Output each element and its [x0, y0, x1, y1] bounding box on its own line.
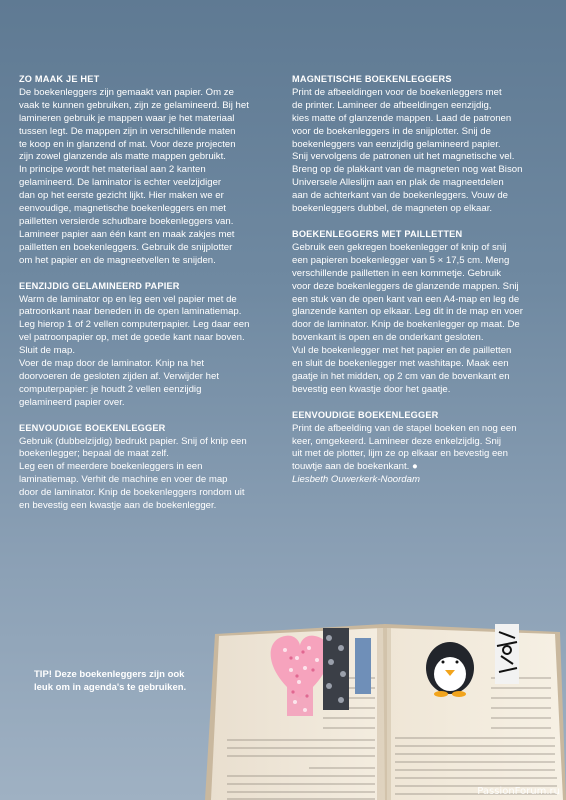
section-heading: ZO MAAK JE HET	[19, 74, 100, 84]
left-column	[19, 73, 277, 525]
section-body: Gebruik een gekregen boekenlegger of knip of snij een papieren boekenlegger van 5 × 17,5 cm. Meng verschillende pailletten in een kommetje. Gebruik voor deze boekenleggers de glanzende mappen. Snij een stuk van de open kant van een A4-map en leg de glanzende kanten op elkaar. Leg dit in de map en voer door de laminator. Knip de boekenlegger op maat. De bovenkant is open en de onderkant gesloten. Vul de boekenlegger met het papier en de pailletten en sluit de boekenlegger met washitape. Maak een gaatje in het midden, op 2 cm van de bovenkant en bevestig een kwastje door het gaatje.	[292, 241, 523, 395]
section-eenzijdig-gelamineerd	[19, 280, 277, 410]
tip-text: Deze boekenleggers zijn ook leuk om in agenda's te gebruiken.	[34, 669, 187, 693]
section-boekenleggers-met-pailletten	[292, 228, 546, 397]
section-body: De boekenleggers zijn gemaakt van papier. Om ze vaak te kunnen gebruiken, zijn ze gelamineerd. Bij het lamineren gebruik je mappen waar je het materiaal tussen legt. De mappen zijn in verschillende maten te koop en in glanzend of mat. Voor deze projecten zijn zowel glanzende als matte mappen gebruikt. In principe wordt het materiaal aan 2 kanten gelamineerd. De laminator is echter veelzijdiger dan op het eerste gezicht lijkt. Hier maken we er eenvoudige, magnetische boekenleggers en met pailletten versierde schudbare boekenleggers van. Lamineer papier aan één kant en maak zakjes met pailletten en boekenleggers. Gebruik de snijplotter om het papier en de magneetvellen te snijden.	[19, 86, 249, 266]
right-page	[387, 628, 563, 800]
section-eenvoudige-boekenlegger-2	[292, 409, 546, 487]
watermark-text: PassionForum.ru	[477, 786, 560, 797]
section-body: Print de afbeelding van de stapel boeken en nog een keer, omgekeerd. Lamineer deze enkelzijdig. Snij uit met de plotter, lijm ze op elkaar en bevestig een touwtje aan de boekenkant. ●	[292, 422, 517, 473]
section-body: Print de afbeeldingen voor de boekenleggers met de printer. Lamineer de afbeeldingen eenzijdig, kies matte of glanzende mappen. Laad de patronen voor de boekenleggers in de snijplotter. Snij de boekenleggers van eenzijdig gelamineerd papier. Snij vervolgens de patronen uit het magnetische vel. Breng op de plakkant van de magneten nog wat Bison Universele Alleslijm aan en plak de magneetdelen aan de achterkant van de boekenleggers. Vouw de boekenleggers dubbel, de magneten op elkaar.	[292, 86, 523, 215]
section-heading: EENVOUDIGE BOEKENLEGGER	[19, 422, 166, 433]
section-eenvoudige-boekenlegger	[19, 422, 277, 513]
tip-label: TIP!	[34, 669, 52, 680]
book-photo	[205, 618, 566, 800]
section-heading: EENVOUDIGE BOEKENLEGGER	[292, 409, 439, 420]
black-white-bookmark	[495, 624, 519, 684]
right-column	[292, 73, 546, 499]
section-heading: MAGNETISCHE BOEKENLEGGERS	[292, 74, 452, 84]
author-signature: Liesbeth Ouwerkerk-Noordam	[292, 474, 420, 486]
section-zo-maak-je-het	[19, 73, 277, 268]
tip-box	[34, 668, 194, 694]
section-heading: EENZIJDIG GELAMINEERD PAPIER	[19, 280, 180, 291]
sequin-bookmark	[355, 638, 371, 694]
section-heading: BOEKENLEGGERS MET PAILLETTEN	[292, 228, 463, 239]
section-body: Gebruik (dubbelzijdig) bedrukt papier. Snij of knip een boekenlegger; bepaal de maat zelf. Leg een of meerdere boekenleggers in een laminatiemap. Verhit de machine en voer de map door de laminator. Knip de boekenleggers rondom uit en bevestig een kwastje aan de boekenlegger.	[19, 435, 247, 512]
patterned-bookmark	[323, 628, 349, 710]
section-body: Warm de laminator op en leg een vel papier met de patroonkant naar beneden in de open laminatiemap. Leg hierop 1 of 2 vellen computerpapier. Leg daar een vel patroonpapier op, met de goede kant naar boven. Sluit de map. Voer de map door de laminator. Knip na het doorvoeren de gesloten zijden af. Verwijder het computerpapier: je houdt 2 vellen eenzijdig gelamineerd papier over.	[19, 293, 250, 408]
section-magnetische-boekenleggers	[292, 73, 546, 216]
